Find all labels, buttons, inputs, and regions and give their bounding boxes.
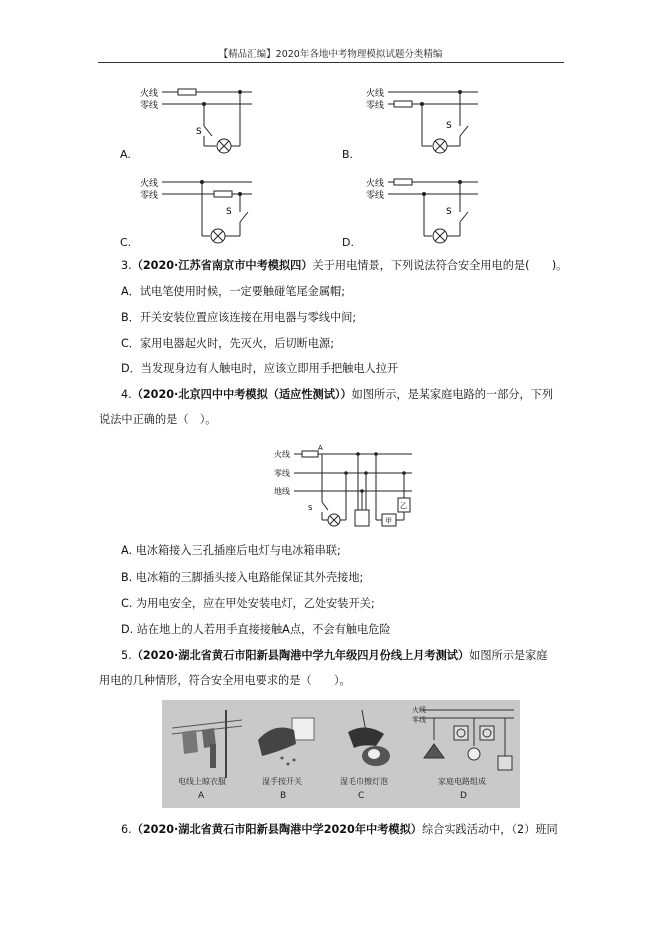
scenario-c-letter: C xyxy=(358,791,365,801)
question-3-option-c: C．家用电器起火时，先灭火，后切断电源; xyxy=(121,337,334,350)
switch-icon xyxy=(240,212,248,222)
scenario-d-illustration xyxy=(420,710,514,770)
question-number: 3. xyxy=(121,259,132,272)
neutral-wire-label: 零线 xyxy=(274,469,290,478)
question-3-option-b: B．开关安装位置应该连接在用电器与零线中间; xyxy=(121,311,357,324)
switch-icon xyxy=(460,212,468,222)
question-number: 5. xyxy=(121,649,132,662)
circuit-diagram-c xyxy=(140,170,260,252)
fuse-icon xyxy=(394,179,412,185)
switch-label: S xyxy=(308,504,313,512)
question-source: （2020·湖北省黄石市阳新县陶港中学九年级四月份线上月考测试） xyxy=(131,649,470,662)
question-3-stem xyxy=(121,258,567,274)
question-4-option-d: D. 站在地上的人若用手直接接触A点，不会有触电危险 xyxy=(121,623,391,636)
scenario-b-letter: B xyxy=(280,791,287,801)
point-a-label: A xyxy=(318,444,323,452)
live-wire-label: 火线 xyxy=(140,89,159,99)
question-5-stem xyxy=(121,648,547,664)
question-source: （2020·北京四中中考模拟（适应性测试）） xyxy=(131,388,352,401)
scenario-a-caption: 电线上晾衣服 xyxy=(178,777,226,786)
socket-icon xyxy=(355,510,369,526)
ground-wire-label: 地线 xyxy=(274,487,290,496)
photo-neutral-label: 零线 xyxy=(412,716,426,724)
question-source: （2020·湖北省黄石市阳新县陶港中学2020年中考模拟） xyxy=(131,823,422,836)
question-3-option-a: A．试电笔使用时候，一定要触碰笔尾金属帽; xyxy=(121,285,345,298)
jia-label: 甲 xyxy=(385,517,392,525)
live-wire-label: 火线 xyxy=(140,179,159,189)
header-divider xyxy=(98,62,564,63)
circuit-diagram-a xyxy=(140,80,260,162)
scenario-c-caption: 湿毛巾擦灯泡 xyxy=(340,777,388,786)
option-c-label: C. xyxy=(120,236,132,249)
switch-label: S xyxy=(446,121,452,131)
fuse-icon xyxy=(178,89,196,95)
household-circuit-diagram xyxy=(270,440,420,532)
option-d-label: D. xyxy=(342,236,354,249)
question-text: 如图所示是家庭 xyxy=(469,649,548,662)
question-5-stem-cont: 用电的几种情形，符合安全用电要求的是（ ）。 xyxy=(99,674,351,687)
question-text: 如图所示，是某家庭电路的一部分，下列 xyxy=(351,388,554,401)
neutral-wire-label: 零线 xyxy=(366,191,385,201)
option-a-label: A. xyxy=(120,148,131,161)
question-number: 4. xyxy=(121,388,132,401)
photo-live-label: 火线 xyxy=(412,706,426,714)
scenario-b-illustration xyxy=(258,718,314,766)
question-text: 综合实践活动中，（2）班同 xyxy=(421,823,558,836)
neutral-wire-label: 零线 xyxy=(140,191,159,201)
scenario-d-letter: D xyxy=(460,791,467,801)
fuse-icon xyxy=(394,101,412,107)
question-text: 关于用电情景，下列说法符合安全用电的是( )。 xyxy=(312,259,568,272)
circuit-diagram-b xyxy=(366,80,486,162)
switch-icon xyxy=(204,126,212,136)
question-4-stem xyxy=(121,387,553,403)
circuit-diagram-d xyxy=(366,170,486,252)
switch-icon xyxy=(460,126,468,136)
yi-label: 乙 xyxy=(400,502,407,510)
fuse-icon xyxy=(214,191,232,197)
switch-label: S xyxy=(446,207,452,217)
live-wire-label: 火线 xyxy=(366,89,385,99)
neutral-wire-label: 零线 xyxy=(140,101,159,111)
switch-label: S xyxy=(226,207,232,217)
question-6-stem xyxy=(121,822,558,838)
scenario-a-letter: A xyxy=(198,791,205,801)
neutral-wire-label: 零线 xyxy=(366,101,385,111)
scenario-illustrations xyxy=(162,700,520,808)
live-wire-label: 火线 xyxy=(274,450,290,459)
live-wire-label: 火线 xyxy=(366,179,385,189)
scenario-a-illustration xyxy=(172,710,242,778)
question-4-stem-cont: 说法中正确的是（ ）。 xyxy=(99,413,217,426)
option-b-label: B. xyxy=(342,148,354,161)
question-4-option-a: A. 电冰箱接入三孔插座后电灯与电冰箱串联; xyxy=(121,544,341,557)
switch-icon xyxy=(322,502,328,510)
question-source: （2020·江苏省南京市中考模拟四） xyxy=(131,259,313,272)
scenario-b-caption: 湿手按开关 xyxy=(262,777,302,786)
fuse-icon xyxy=(302,451,318,457)
question-3-option-d: D．当发现身边有人触电时，应该立即用手把触电人拉开 xyxy=(121,362,399,375)
question-4-option-b: B. 电冰箱的三脚插头接入电路能保证其外壳接地; xyxy=(121,571,364,584)
scenario-d-caption: 家庭电路组成 xyxy=(438,777,486,786)
question-number: 6. xyxy=(121,823,132,836)
question-4-option-c: C. 为用电安全，应在甲处安装电灯，乙处安装开关; xyxy=(121,597,375,610)
safety-scenarios-photo xyxy=(162,700,520,808)
switch-label: S xyxy=(196,127,202,137)
page-header: 【精品汇编】2020年各地中考物理模拟试题分类精编 xyxy=(218,49,443,60)
scenario-c-illustration xyxy=(348,710,390,766)
